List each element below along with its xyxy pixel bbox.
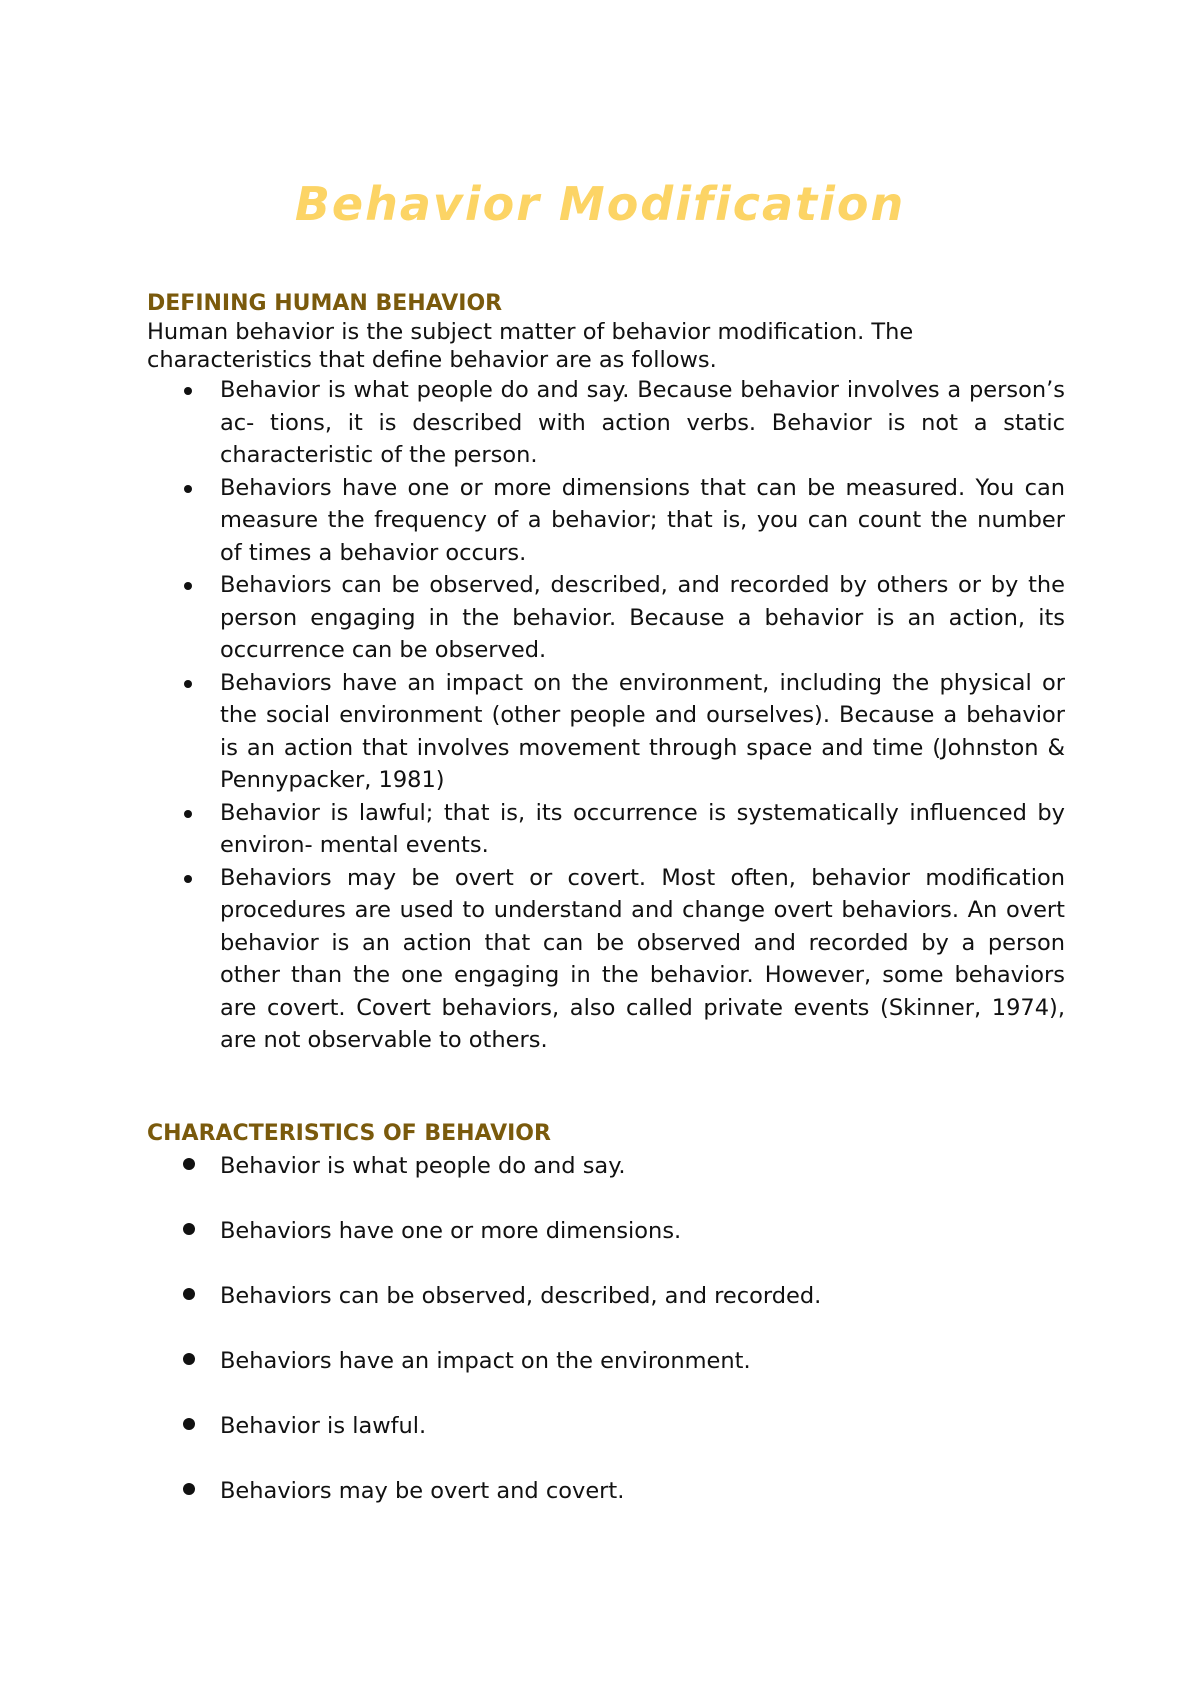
intro-paragraph: Human behavior is the subject matter of behavior modification. The characteristics that define behavior are as follows.: [147, 319, 914, 373]
list-item: [147, 472, 1065, 570]
list-item: [147, 797, 1065, 862]
list-item: [147, 1150, 1065, 1215]
list-item-text: Behaviors can be observed, described, and recorded.: [220, 1283, 822, 1309]
list-item: [147, 862, 1065, 1057]
list-item-text: Behavior is what people do and say. Because behavior involves a person’s ac- tions, it is described with action verbs. Behavior is not a static characteristic of the person.: [220, 377, 1065, 468]
list-item: [147, 1280, 1065, 1345]
bullet-icon: [183, 1158, 195, 1170]
section-heading-characteristics-of-behavior: CHARACTERISTICS OF BEHAVIOR: [147, 1121, 551, 1146]
section-heading-defining-human-behavior: DEFINING HUMAN BEHAVIOR: [147, 291, 503, 316]
list-item: [147, 1215, 1065, 1280]
bullet-icon: [183, 1223, 195, 1235]
list-item-text: Behaviors can be observed, described, and recorded by others or by the person engaging in the behavior. Because a behavior is an action, its occurrence can be observed.: [220, 572, 1065, 663]
list-item: [147, 667, 1065, 797]
bullet-icon: [184, 810, 192, 818]
list-item: [147, 1475, 1065, 1540]
bullet-icon: [184, 387, 192, 395]
list-item: [147, 374, 1065, 472]
list-item-text: Behavior is lawful; that is, its occurrence is systematically influenced by environ- mental events.: [220, 799, 1065, 858]
list-item: [147, 1345, 1065, 1410]
list-item: [147, 569, 1065, 667]
list-item-text: Behaviors have an impact on the environment, including the physical or the social environment (other people and ourselves). Because a behavior is an action that involves movement through space and time (Johnston & Pennypacker, 1981): [220, 669, 1065, 793]
bullet-icon: [184, 485, 192, 493]
characteristics-list: [147, 1150, 1065, 1540]
list-item-text: Behavior is what people do and say.: [220, 1153, 626, 1179]
defining-behavior-list: [147, 374, 1065, 1057]
list-item-text: Behaviors may be overt and covert.: [220, 1478, 625, 1504]
list-item-text: Behaviors have one or more dimensions that can be measured. You can measure the frequency of a behavior; that is, you can count the number of times a behavior occurs.: [220, 474, 1065, 566]
bullet-icon: [183, 1418, 195, 1430]
list-item: [147, 1410, 1065, 1475]
bullet-icon: [183, 1483, 195, 1495]
list-item-text: Behaviors have one or more dimensions.: [220, 1218, 682, 1244]
bullet-icon: [183, 1288, 195, 1300]
list-item-text: Behaviors have an impact on the environment.: [220, 1348, 751, 1374]
list-item-text: Behavior is lawful.: [220, 1413, 427, 1439]
document-title: Behavior Modification: [294, 177, 906, 231]
bullet-icon: [183, 1353, 195, 1365]
bullet-icon: [184, 680, 192, 688]
bullet-icon: [184, 582, 192, 590]
list-item-text: Behaviors may be overt or covert. Most often, behavior modification procedures are used to understand and change overt behaviors. An overt behavior is an action that can be observed and recorded by a person other than the one engaging in the behavior. However, some behaviors are covert. Covert behaviors, also called private events (Skinner, 1974), are not observable to others.: [220, 864, 1065, 1053]
bullet-icon: [184, 875, 192, 883]
